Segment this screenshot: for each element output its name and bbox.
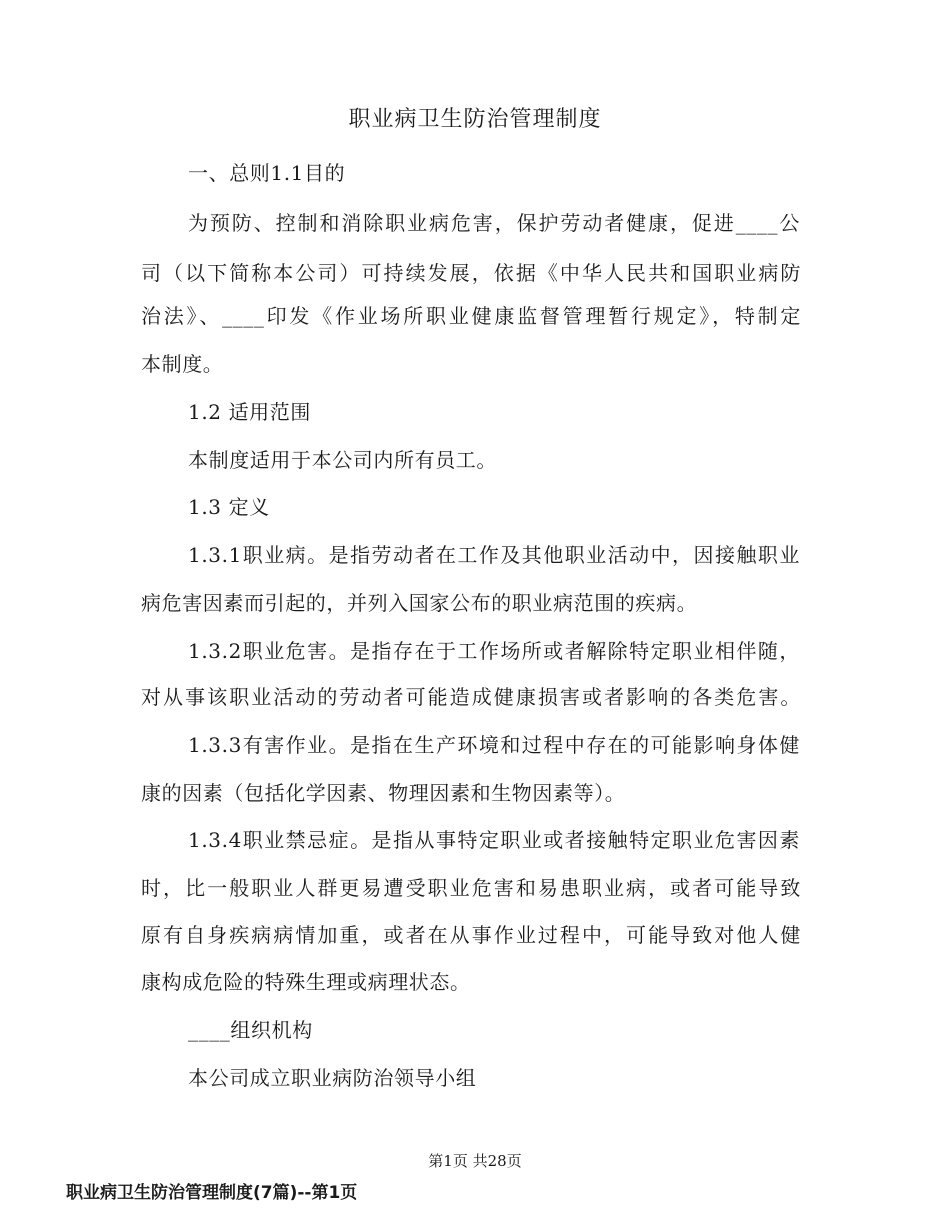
- section-heading-general: 一、总则1.1目的: [188, 161, 346, 185]
- paragraph-line: 1.3.1职业病。是指劳动者在工作及其他职业活动中，因接触职业: [188, 543, 800, 567]
- paragraph-line: 治法》、____印发《作业场所职业健康监督管理暂行规定》，特制定: [141, 304, 801, 328]
- paragraph-line: 1.3.2职业危害。是指存在于工作场所或者解除特定职业相伴随，: [188, 639, 800, 663]
- paragraph-line: 原有自身疾病病情加重，或者在从事作业过程中，可能导致对他人健: [141, 923, 801, 947]
- section-heading-organization: ____组织机构: [188, 1018, 313, 1042]
- paragraph-line: 1.3.4职业禁忌症。是指从事特定职业或者接触特定职业危害因素: [188, 828, 800, 852]
- paragraph-line: 时，比一般职业人群更易遭受职业危害和易患职业病，或者可能导致: [141, 876, 801, 900]
- paragraph-line: 为预防、控制和消除职业病危害，保护劳动者健康，促进____公: [188, 211, 800, 235]
- paragraph-line: 病危害因素而引起的，并列入国家公布的职业病范围的疾病。: [141, 591, 698, 615]
- document-footer-label: 职业病卫生防治管理制度(7篇)--第1页: [66, 1183, 358, 1203]
- paragraph-line: 本公司成立职业病防治领导小组: [188, 1066, 477, 1090]
- section-heading-scope: 1.2 适用范围: [188, 400, 311, 424]
- section-heading-definition: 1.3 定义: [188, 495, 270, 519]
- paragraph-line: 对从事该职业活动的劳动者可能造成健康损害或者影响的各类危害。: [141, 685, 801, 709]
- paragraph-line: 康的因素（包括化学因素、物理因素和生物因素等）。: [141, 781, 626, 805]
- paragraph-line: 康构成危险的特殊生理或病理状态。: [141, 970, 471, 994]
- paragraph-line: 司（以下简称本公司）可持续发展，依据《中华人民共和国职业病防: [141, 261, 801, 285]
- page-title: 职业病卫生防治管理制度: [348, 107, 602, 132]
- paragraph-line: 本制度适用于本公司内所有员工。: [188, 448, 497, 472]
- page-indicator: 第1页 共28页: [428, 1152, 522, 1170]
- paragraph-line: 1.3.3有害作业。是指在生产环境和过程中存在的可能影响身体健: [188, 733, 800, 757]
- paragraph-line: 本制度。: [141, 352, 224, 376]
